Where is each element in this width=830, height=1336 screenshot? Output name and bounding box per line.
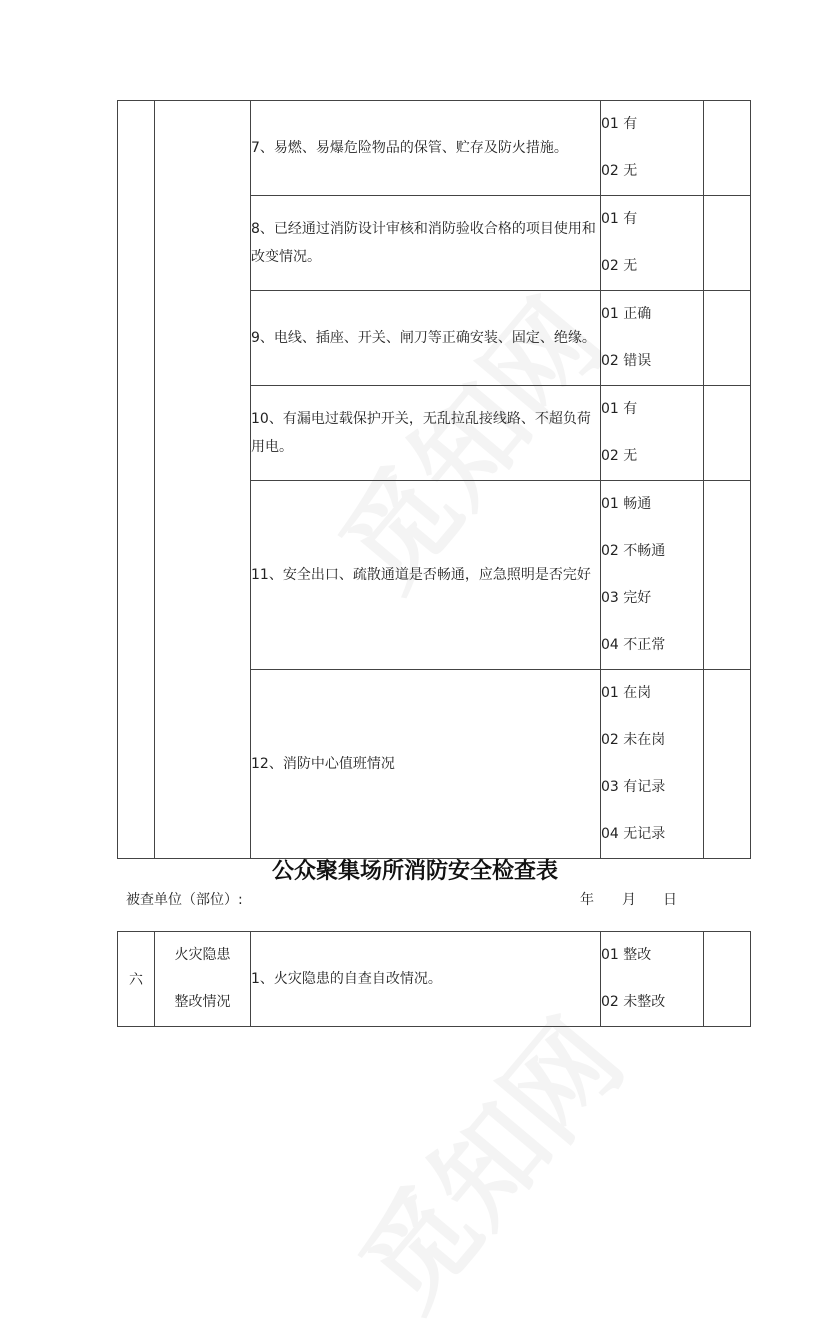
option: 04 不正常 <box>601 637 666 653</box>
result-cell[interactable] <box>704 670 751 859</box>
options-cell <box>601 481 704 670</box>
inspection-table-bottom <box>117 931 751 1027</box>
date-month-label: 月 <box>622 892 636 908</box>
option: 02 无 <box>601 163 638 179</box>
check-item: 8、已经通过消防设计审核和消防验收合格的项目使用和改变情况。 <box>251 196 601 291</box>
option: 02 无 <box>601 448 638 464</box>
option: 01 有 <box>601 401 638 417</box>
options-cell <box>601 386 704 481</box>
table-row <box>118 932 751 1027</box>
result-cell[interactable] <box>704 932 751 1027</box>
options-cell <box>601 670 704 859</box>
date-day-label: 日 <box>663 892 677 908</box>
category-line: 整改情况 <box>174 994 231 1010</box>
check-item: 9、电线、插座、开关、闸刀等正确安装、固定、绝缘。 <box>251 291 601 386</box>
check-item: 1、火灾隐患的自查自改情况。 <box>251 932 601 1027</box>
options-cell <box>601 196 704 291</box>
result-cell[interactable] <box>704 196 751 291</box>
result-cell[interactable] <box>704 386 751 481</box>
option: 02 不畅通 <box>601 543 666 559</box>
check-item: 11、安全出口、疏散通道是否畅通，应急照明是否完好 <box>251 481 601 670</box>
option: 02 错误 <box>601 353 652 369</box>
option: 01 有 <box>601 211 638 227</box>
section-number: 六 <box>118 932 155 1027</box>
category-line: 火灾隐患 <box>174 947 231 963</box>
result-cell[interactable] <box>704 481 751 670</box>
options-cell <box>601 291 704 386</box>
option: 01 整改 <box>601 947 652 963</box>
category-cell <box>155 932 251 1027</box>
option: 02 无 <box>601 258 638 274</box>
result-cell[interactable] <box>704 101 751 196</box>
watermark <box>318 982 651 1336</box>
option: 01 在岗 <box>601 685 652 701</box>
inspected-unit-label: 被查单位（部位）: <box>126 892 243 908</box>
page-title: 公众聚集场所消防安全检查表 <box>271 859 558 884</box>
option: 03 完好 <box>601 590 652 606</box>
options-cell <box>601 932 704 1027</box>
option: 01 有 <box>601 116 638 132</box>
category-cell <box>155 101 251 859</box>
inspection-table-top <box>117 100 751 859</box>
section-number-cell <box>118 101 155 859</box>
option: 01 畅通 <box>601 496 652 512</box>
option: 03 有记录 <box>601 779 666 795</box>
option: 02 未整改 <box>601 994 666 1010</box>
date-year-label: 年 <box>580 892 594 908</box>
table-row <box>118 101 751 196</box>
options-cell <box>601 101 704 196</box>
check-item: 10、有漏电过载保护开关，无乱拉乱接线路、不超负荷用电。 <box>251 386 601 481</box>
check-item: 7、易燃、易爆危险物品的保管、贮存及防火措施。 <box>251 101 601 196</box>
check-item: 12、消防中心值班情况 <box>251 670 601 859</box>
option: 01 正确 <box>601 306 652 322</box>
option: 04 无记录 <box>601 826 666 842</box>
option: 02 未在岗 <box>601 732 666 748</box>
result-cell[interactable] <box>704 291 751 386</box>
